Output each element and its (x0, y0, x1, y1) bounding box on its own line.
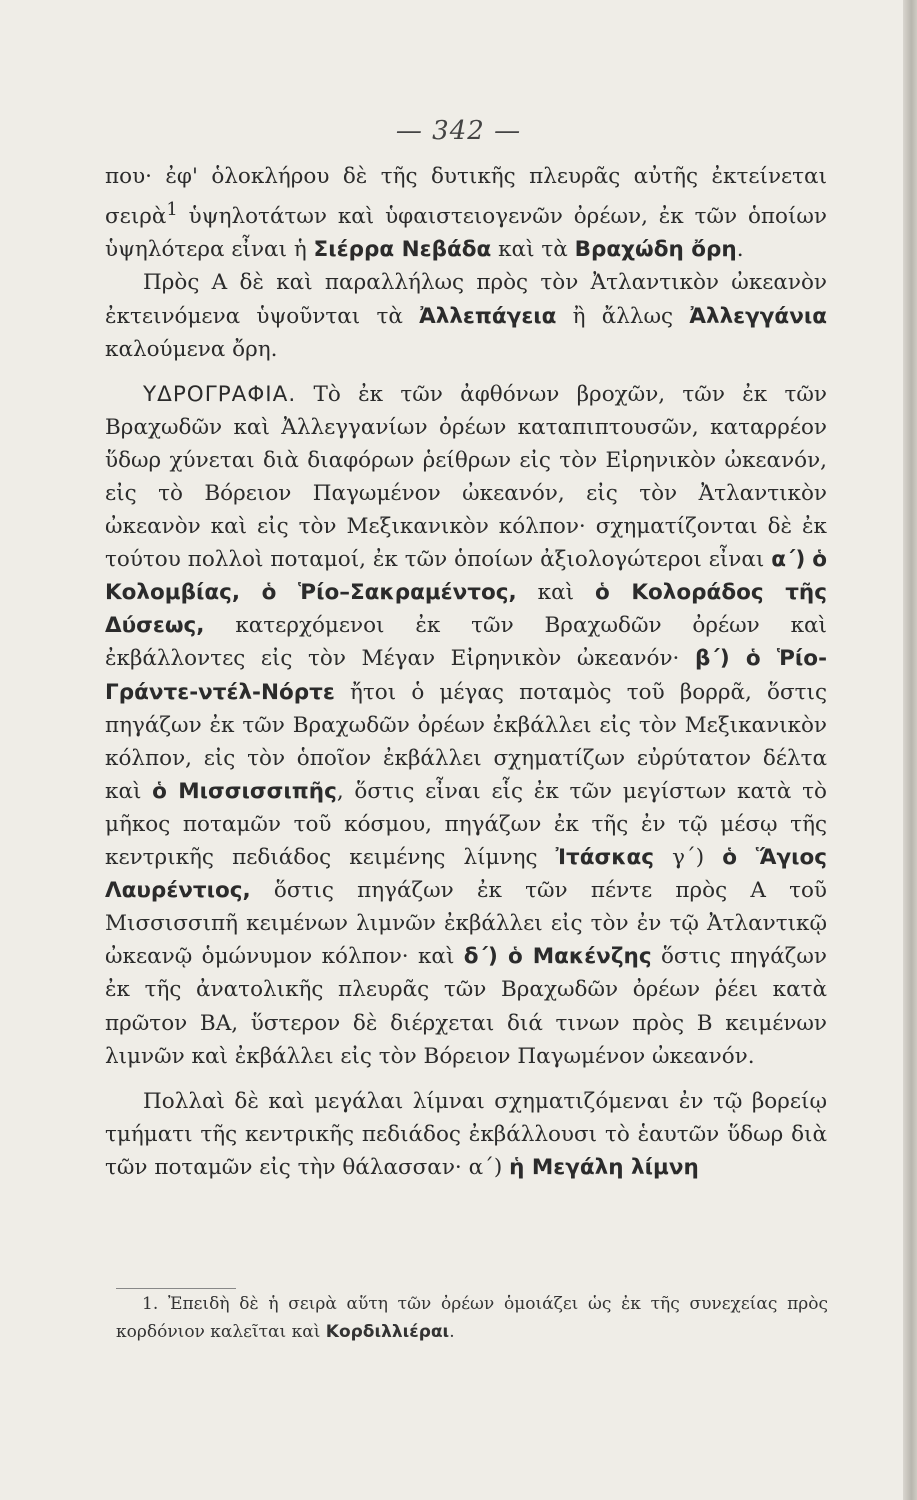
text-run: Πρὸς Α δὲ καὶ παραλλήλως πρὸς τὸν Ἀτλαντικὸν ὠκεανὸν ἐκτεινόμενα ὑψοῦνται τὰ (105, 270, 827, 329)
paragraph-hydrography (105, 378, 827, 1073)
text-run: κατερχόμενοι ἐκ τῶν Βραχωδῶν ὀρέων καὶ ἐκβάλλοντες εἰς τὸν Μέγαν Εἰρηνικὸν ὠκεανόν· (105, 613, 827, 672)
footnote-marker: 1 (166, 199, 178, 221)
bold-term: Σιέρρα Νεβάδα (313, 237, 492, 263)
text-run: Πολλαὶ δὲ καὶ μεγάλαι λίμναι σχηματιζόμεναι ἐν τῷ βορείῳ τμήματι τῆς κεντρικῆς πεδιάδος ἐκβάλλουσι τὸ ἑαυτῶν ὕδωρ διὰ τῶν ποταμῶν εἰς τὴν θάλασσαν· α΄) (105, 1088, 827, 1180)
paragraph-lakes (105, 1085, 827, 1184)
text-run: ὑψηλοτάτων καὶ ὑφαιστειογενῶν ὀρέων, ἐκ τῶν ὁποίων ὑψηλότερα εἶναι ἡ (105, 204, 827, 263)
text-run: ἤτοι ὁ μέγας ποταμὸς τοῦ βορρᾶ, ὅστις πηγάζων ἐκ τῶν Βραχωδῶν ὀρέων ἐκβάλλει εἰς τὸν Μεξικανικὸν κόλπον, εἰς τὸν ὁποῖον ἐκβάλλει σχηματίζων εὐρύτατον δέλτα καὶ (105, 679, 827, 804)
section-heading: ΥΔΡΟΓΡΑΦΙΑ. (143, 381, 297, 407)
text-run: 1. Ἐπειδὴ δὲ ἡ σειρὰ αὕτη τῶν ὀρέων ὁμοιάζει ὡς ἐκ τῆς συνεχείας πρὸς κορδόνιον καλεῖται καὶ (116, 1294, 828, 1342)
text-run: που· ἐφ' ὁλοκλήρου δὲ τῆς δυτικῆς πλευρᾶς αὐτῆς ἐκτείνεται σειρὰ (105, 164, 827, 230)
text-run: καλούμενα ὄρη. (105, 336, 278, 362)
bold-term: Ἰτάσκας (555, 845, 655, 871)
bold-term: α΄) (771, 547, 806, 573)
text-run: . (449, 1322, 455, 1342)
bold-term: ὁ Κολοράδος τῆς Δύσεως, (105, 580, 827, 639)
text-run: ὅστις πηγάζων ἐκ τῶν πέντε πρὸς Α τοῦ Μισσισσιπῆ κειμένων λιμνῶν ἐκβάλλει εἰς τὸν ἐν τῷ Ἀτλαντικῷ ὠκεανῷ ὁμώνυμον κόλπον· καὶ (105, 878, 827, 970)
text-run: . (736, 237, 744, 263)
bold-term: Ἀλλεγγάνια (689, 303, 827, 329)
page-number: — 342 — (395, 116, 522, 146)
main-text (105, 160, 827, 1184)
bold-term: δ΄) ὁ Μακένζης (463, 944, 652, 970)
text-run: γ΄) (654, 845, 723, 871)
bold-term: β΄) ὁ Ῥίο-Γράντε-ντέλ-Νόρτε (105, 646, 827, 705)
footnote-divider (116, 1288, 236, 1289)
bold-term: ὁ Κολομβίας, ὁ Ῥίο–Σακραμέντος, (105, 547, 827, 606)
bold-term: ὁ Ἅγιος Λαυρέντιος, (105, 845, 828, 904)
bold-term: ὁ Μισσισσιπῆς (152, 778, 337, 804)
bold-term: Βραχώδη ὄρη (574, 237, 737, 263)
paragraph-mountains-west (105, 160, 827, 266)
paragraph-mountains-east (105, 266, 827, 365)
text-run: καὶ τὰ (491, 237, 575, 263)
footnote (116, 1290, 828, 1346)
text-run: ἢ ἄλλως (556, 303, 690, 329)
text-run: Τὸ ἐκ τῶν ἀφθόνων βροχῶν, τῶν ἐκ τῶν Βραχωδῶν καὶ Ἀλλεγγανίων ὀρέων καταπιπτουσῶν, καταρρέον ὕδωρ χύνεται διὰ διαφόρων ῥείθρων εἰς τὸν Εἰρηνικὸν ὠκεανόν, εἰς τὸ Βόρειον Παγωμένον ὠκεανόν, εἰς τὸν Ἀτλαντικὸν ὠκεανὸν καὶ εἰς τὸν Μεξικανικὸν κόλπον· σχηματίζονται δὲ ἐκ τούτου πολλοὶ ποταμοί, ἐκ τῶν ὁποίων ἀξιολογώτεροι εἶναι (105, 381, 827, 573)
text-run: , ὅστις εἶναι εἷς ἐκ τῶν μεγίστων κατὰ τὸ μῆκος ποταμῶν τοῦ κόσμου, πηγάζων ἐκ τῆς ἐν τῷ μέσῳ τῆς κεντρικῆς πεδιάδος κειμένης λίμνης (105, 778, 827, 871)
bold-term: Κορδιλλιέραι (325, 1322, 450, 1342)
page-edge (903, 0, 917, 1500)
text-run: καὶ (516, 580, 595, 606)
bold-term: ἡ Μεγάλη λίμνη (509, 1154, 699, 1180)
bold-term: Ἀλλεπάγεια (419, 303, 557, 329)
text-run: ὅστις πηγάζων ἐκ τῆς ἀνατολικῆς πλευρᾶς τῶν Βραχωδῶν ὀρέων ῥέει κατὰ πρῶτον ΒΑ, ὕστερον δὲ διέρχεται διά τινων πρὸς Β κειμένων λιμνῶν καὶ ἐκβάλλει εἰς τὸν Βόρειον Παγωμένον ὠκεανόν. (105, 944, 828, 1069)
